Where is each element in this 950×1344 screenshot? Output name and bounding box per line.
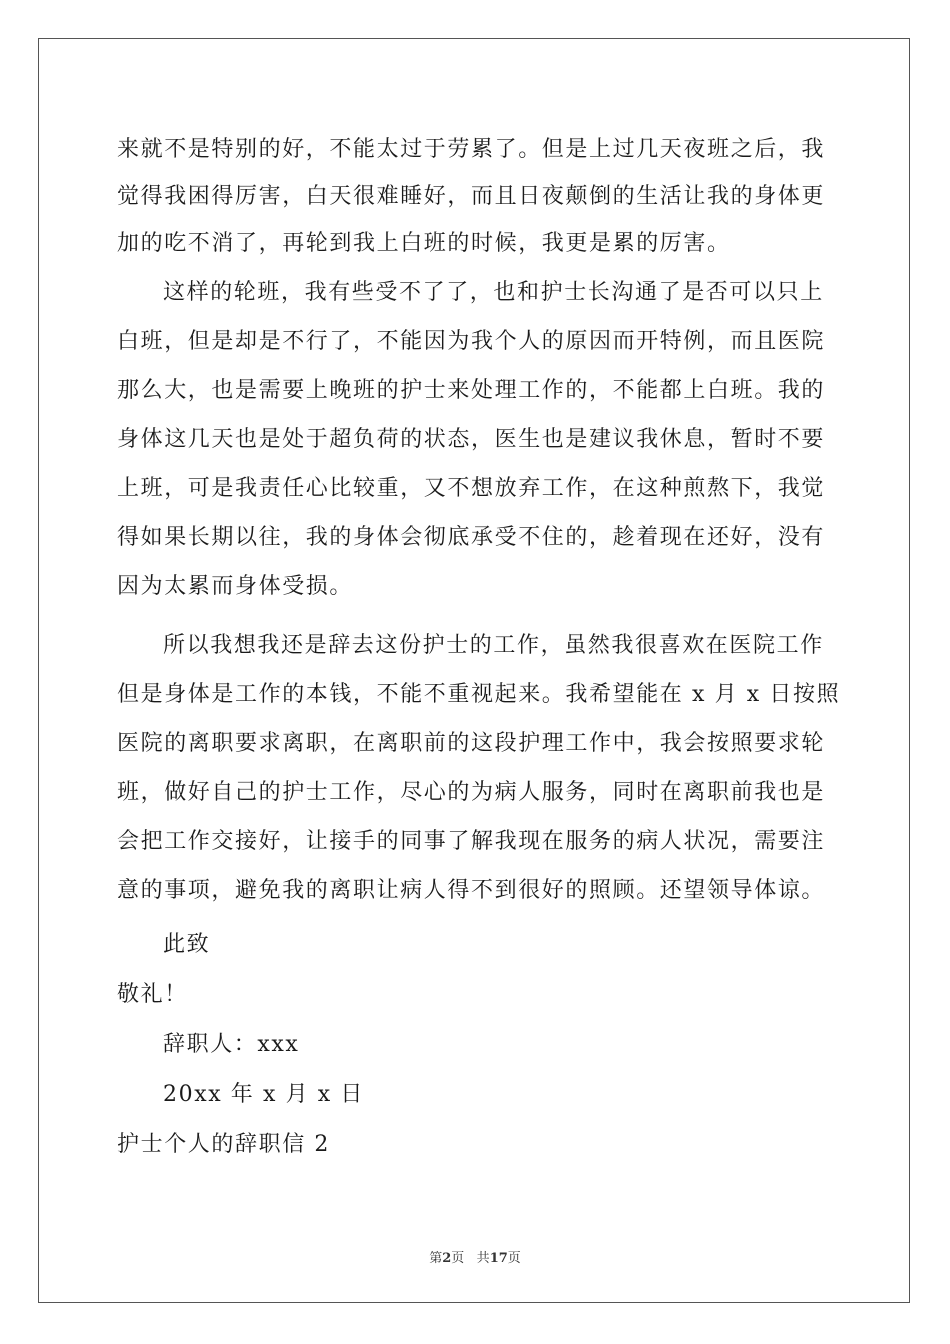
body-line: 意的事项，避免我的离职让病人得不到很好的照顾。还望领导体谅。	[117, 878, 826, 903]
signature-line: 辞职人：xxx	[163, 1032, 300, 1057]
footer-total-prefix: 共	[476, 1251, 490, 1266]
body-line: 医院的离职要求离职，在离职前的这段护理工作中，我会按照要求轮	[117, 731, 826, 756]
salutation-line: 敬礼！	[117, 982, 188, 1007]
body-line: 上班，可是我责任心比较重，又不想放弃工作，在这种煎熬下，我觉	[117, 476, 826, 501]
section-title: 护士个人的辞职信 2	[117, 1132, 330, 1157]
body-line: 因为太累而身体受损。	[117, 574, 354, 599]
body-line: 来就不是特别的好，不能太过于劳累了。但是上过几天夜班之后，我	[117, 137, 826, 162]
page-footer	[0, 1247, 950, 1266]
date-line: 20xx 年 x 月 x 日	[163, 1082, 364, 1107]
body-line: 觉得我困得厉害，白天很难睡好，而且日夜颠倒的生活让我的身体更	[117, 184, 826, 209]
body-line: 所以我想我还是辞去这份护士的工作，虽然我很喜欢在医院工作	[163, 633, 824, 658]
body-line: 得如果长期以往，我的身体会彻底承受不住的，趁着现在还好，没有	[117, 525, 826, 550]
body-line: 加的吃不消了，再轮到我上白班的时候，我更是累的厉害。	[117, 231, 731, 256]
footer-total-pages: 17	[489, 1251, 508, 1266]
body-line: 这样的轮班，我有些受不了了，也和护士长沟通了是否可以只上	[163, 280, 824, 305]
footer-page-prefix: 第	[429, 1251, 443, 1266]
closing-line: 此致	[163, 932, 211, 957]
footer-page-number: 2	[442, 1251, 452, 1266]
body-line: 身体这几天也是处于超负荷的状态，医生也是建议我休息，暂时不要	[117, 427, 826, 452]
footer-page-unit: 页	[451, 1251, 465, 1266]
body-line: 会把工作交接好，让接手的同事了解我现在服务的病人状况，需要注	[117, 829, 826, 854]
page-border	[38, 38, 910, 1303]
body-line: 那么大，也是需要上晚班的护士来处理工作的，不能都上白班。我的	[117, 378, 826, 403]
body-line: 白班，但是却是不行了，不能因为我个人的原因而开特例，而且医院	[117, 329, 826, 354]
footer-total-unit: 页	[507, 1251, 521, 1266]
body-line: 但是身体是工作的本钱，不能不重视起来。我希望能在 x 月 x 日按照	[117, 682, 841, 707]
body-line: 班，做好自己的护士工作，尽心的为病人服务，同时在离职前我也是	[117, 780, 826, 805]
